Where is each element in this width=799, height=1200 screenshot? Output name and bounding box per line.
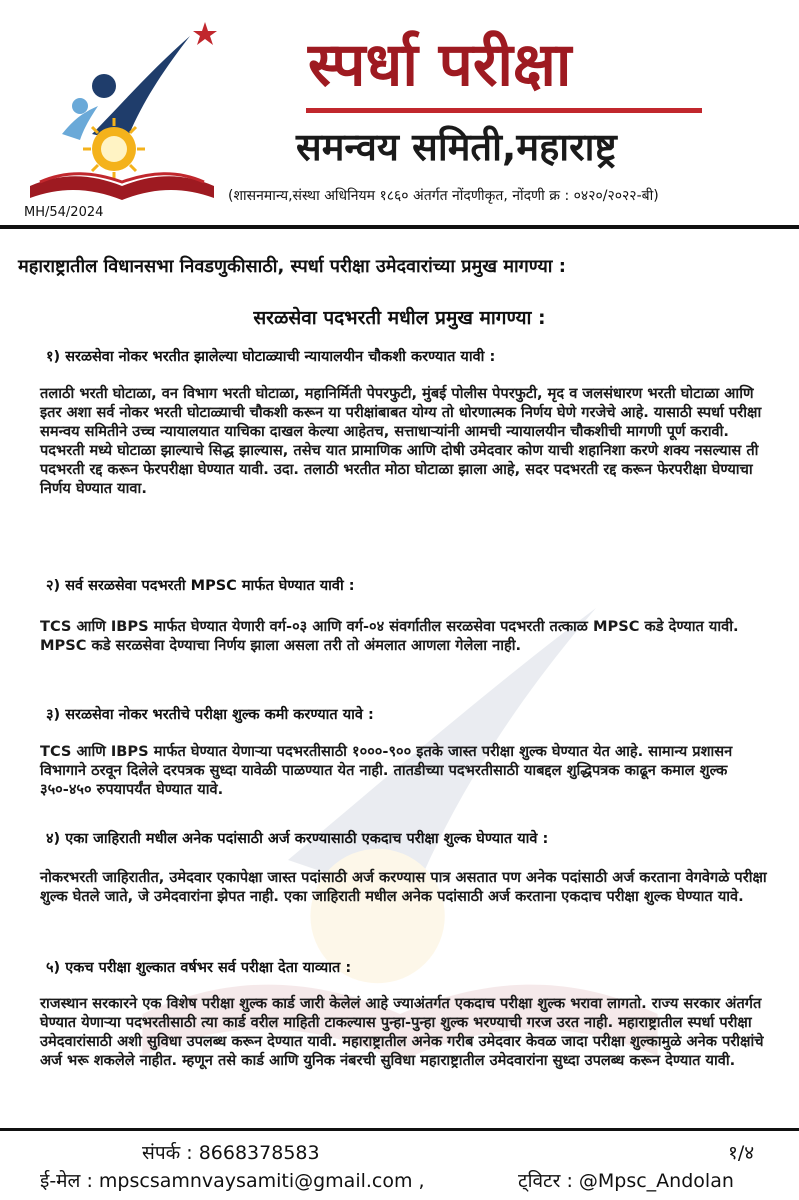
section-5-heading: ५) एकच परीक्षा शुल्कात वर्षभर सर्व परीक्षा देता याव्यात : [46,960,352,976]
section-2-heading: २) सर्व सरळसेवा पदभरती MPSC मार्फत घेण्यात यावी : [46,578,355,594]
document-body [0,232,799,1122]
document-subheading: सरळसेवा पदभरती मधील प्रमुख मागण्या : [253,307,546,329]
section-3-heading: ३) सरळसेवा नोकर भरतीचे परीक्षा शुल्क कमी करण्यात यावे : [46,707,374,723]
footer [0,1131,799,1200]
document-heading: महाराष्ट्रातील विधानसभा निवडणुकीसाठी, स्पर्धा परीक्षा उमेदवारांच्या प्रमुख मागण्या : [18,256,566,277]
organization-logo [22,14,222,214]
page-number: १/४ [728,1142,755,1164]
section-1-heading: १) सरळसेवा नोकर भरतीत झालेल्या घोटाळ्याची न्यायालयीन चौकशी करण्यात यावी : [46,349,496,365]
registration-note: (शासनमान्य,संस्था अधिनियम १८६० अंतर्गत नोंदणीकृत, नोंदणी क्र : ०४२०/२०२२-बी) [228,188,659,204]
registration-code: MH/54/2024 [24,205,104,220]
section-3-body: TCS आणि IBPS मार्फत घेण्यात येणाऱ्या पदभरतीसाठी १०००-९०० इतके जास्त परीक्षा शुल्क घेण्यात येत आहे. सामान्य प्रशासन विभागाने ठरवून दिलेले दरपत्रक सुध्दा यावेळी पाळण्यात येत नाही. तातडीच्या पदभरतीसाठी याबद्दल शुद्धिपत्रक काढून कमाल शुल्क ३५०-४५० रुपयापर्यंत घेण्यात यावे. [40,743,733,798]
header-divider [0,225,799,229]
section-5-body: राजस्थान सरकारने एक विशेष परीक्षा शुल्क कार्ड जारी केलेलं आहे ज्याअंतर्गत एकदाच परीक्षा शुल्क भरावा लागतो. राज्य सरकार अंतर्गत घेण्यात येणाऱ्या पदभरतीसाठी त्या कार्ड वरील माहिती टाकल्यास पुन्हा-पुन्हा शुल्क भरण्याची गरज उरत नाही. महाराष्ट्रातील स्पर्धा परीक्षा उमेदवारांसाठी अशी सुविधा उपलब्ध करून देण्यात यावी. महाराष्ट्रातील अनेक गरीब उमेदवार केवळ जादा परीक्षा शुल्कामुळे अनेक परीक्षांचे अर्ज भरू शकलेले नाहीत. म्हणून तसे कार्ड आणि युनिक नंबरची सुविधा महाराष्ट्रातील उमेदवारांना सुध्दा उपलब्ध करून देण्यात यावी. [40,995,764,1069]
section-4-heading: ४) एका जाहिराती मधील अनेक पदांसाठी अर्ज करण्यासाठी एकदाच परीक्षा शुल्क घेण्यात यावे : [46,831,549,847]
contact-email: ई-मेल : mpscsamnvaysamiti@gmail.com , [40,1170,425,1192]
title-underline [306,108,702,113]
twitter-handle: ट्विटर : @Mpsc_Andolan [518,1170,734,1192]
letterhead [0,0,799,225]
section-1-body: तलाठी भरती घोटाळा, वन विभाग भरती घोटाळा, महानिर्मिती पेपरफुटी, मुंबई पोलीस पेपरफुटी, मृद व जलसंधारण भरती घोटाळा आणि इतर अशा सर्व नोकर भरती घोटाळ्याची चौकशी करून या परीक्षांबाबत योग्य तो धोरणात्मक निर्णय घेणे गरजेचे आहे. यासाठी स्पर्धा परीक्षा समन्वय समितीने उच्च न्यायालयात याचिका दाखल केल्या आहेतच, सत्ताधाऱ्यांनी आमची न्यायालयीन चौकशीची मागणी पूर्ण करावी. पदभरती मध्ये घोटाळा झाल्याचे सिद्ध झाल्यास, तसेच यात प्रामाणिक आणि दोषी उमेदवार कोण याची शहानिशा करणे शक्य नसल्यास ती पदभरती रद्द करून फेरपरीक्षा घेण्यात यावी. उदा. तलाठी भरतीत मोठा घोटाळा झाला आहे, सदर पदभरती रद्द करून फेरपरीक्षा घेण्याचा निर्णय घेण्यात यावा. [40,385,762,497]
organization-subtitle: समन्वय समिती,महाराष्ट्र [296,125,617,169]
contact-phone: संपर्क : 8668378583 [142,1142,320,1164]
section-4-body: नोकरभरती जाहिरातीत, उमेदवार एकापेक्षा जास्त पदांसाठी अर्ज करण्यास पात्र असतात पण अनेक पदांसाठी अर्ज करताना वेगवेगळे परीक्षा शुल्क घेतले जाते, जे उमेदवारांना झेपत नाही. एका जाहिराती मधील अनेक पदांसाठी अर्ज करताना एकदाच परीक्षा शुल्क घेण्यात यावे. [40,869,767,905]
section-2-body: TCS आणि IBPS मार्फत घेण्यात येणारी वर्ग-०३ आणि वर्ग-०४ संवर्गातील सरळसेवा पदभरती तत्काळ MPSC कडे देण्यात यावी. MPSC कडे सरळसेवा देण्याचा निर्णय झाला असला तरी तो अंमलात आणला गेलेला नाही. [40,618,739,654]
organization-title: स्पर्धा परीक्षा [308,30,572,100]
